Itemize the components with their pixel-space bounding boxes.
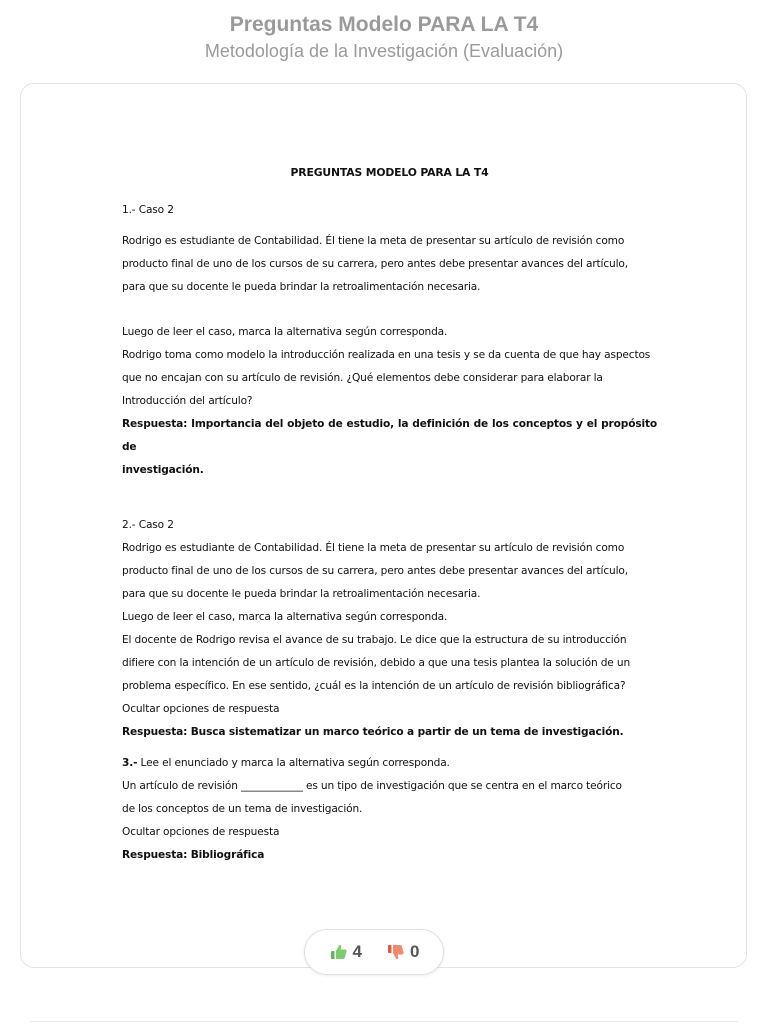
q3-answer: Respuesta: Bibliográfica bbox=[122, 849, 265, 861]
q2-hide-options: Ocultar opciones de respuesta bbox=[122, 703, 280, 715]
page-header bbox=[0, 0, 768, 63]
q2-question-line: difiere con la intención de un artículo de revisión, debido a que una tesis plantea la solución de un bbox=[122, 657, 631, 669]
page-title: Preguntas Modelo PARA LA T4 bbox=[229, 13, 539, 36]
dislike-button[interactable] bbox=[386, 942, 419, 962]
q2-question-line: El docente de Rodrigo revisa el avance de su trabajo. Le dice que la estructura de su introducción bbox=[122, 634, 627, 646]
q1-question-line: Introducción del artículo? bbox=[122, 395, 253, 407]
q1-answer-line: investigación. bbox=[122, 464, 204, 476]
q1-answer-line: Respuesta: Importancia del objeto de estudio, la definición de los conceptos y el propósito de bbox=[122, 418, 657, 453]
q1-instruction: Luego de leer el caso, marca la alternativa según corresponda. bbox=[122, 326, 448, 338]
like-button[interactable] bbox=[329, 942, 362, 962]
q2-instruction: Luego de leer el caso, marca la alternativa según corresponda. bbox=[122, 611, 448, 623]
q2-case-line: producto final de uno de los cursos de su carrera, pero antes debe presentar avances del artículo, bbox=[122, 565, 628, 577]
document-content bbox=[122, 165, 657, 867]
q1-case-line: producto final de uno de los cursos de su carrera, pero antes debe presentar avances del artículo, bbox=[122, 258, 628, 270]
page-subtitle: Metodología de la Investigación (Evaluación) bbox=[204, 41, 564, 61]
q2-case-line: para que su docente le pueda brindar la retroalimentación necesaria. bbox=[122, 588, 481, 600]
q3-hide-options: Ocultar opciones de respuesta bbox=[122, 826, 280, 838]
q2-answer: Respuesta: Busca sistematizar un marco teórico a partir de un tema de investigación. bbox=[122, 726, 624, 738]
thumbs-up-icon bbox=[329, 942, 349, 962]
q1-question-line: que no encajan con su artículo de revisión. ¿Qué elementos debe considerar para elaborar la bbox=[122, 372, 603, 384]
dislike-count: 0 bbox=[410, 942, 420, 961]
document-heading: PREGUNTAS MODELO PARA LA T4 bbox=[290, 166, 489, 179]
q1-case-line: para que su docente le pueda brindar la retroalimentación necesaria. bbox=[122, 281, 481, 293]
q3-number: 3.- bbox=[122, 757, 138, 769]
vote-bar bbox=[304, 929, 444, 975]
q3-statement-line: Un artículo de revisión ____________ es un tipo de investigación que se centra en el marco teórico bbox=[122, 780, 622, 792]
q1-case-line: Rodrigo es estudiante de Contabilidad. Él tiene la meta de presentar su artículo de revisión como bbox=[122, 235, 625, 247]
q2-case-line: Rodrigo es estudiante de Contabilidad. Él tiene la meta de presentar su artículo de revisión como bbox=[122, 542, 625, 554]
q1-question-line: Rodrigo toma como modelo la introducción realizada en una tesis y se da cuenta de que hay aspectos bbox=[122, 349, 651, 361]
footer-divider bbox=[30, 1021, 738, 1022]
q2-question-line: problema específico. En ese sentido, ¿cuál es la intención de un artículo de revisión bibliográfica? bbox=[122, 680, 626, 692]
q3-statement-line: de los conceptos de un tema de investigación. bbox=[122, 803, 363, 815]
thumbs-down-icon bbox=[386, 942, 406, 962]
q3-prompt-text: Lee el enunciado y marca la alternativa según corresponda. bbox=[137, 757, 450, 769]
q2-label: 2.- Caso 2 bbox=[122, 519, 174, 531]
like-count: 4 bbox=[352, 942, 362, 961]
q1-label: 1.- Caso 2 bbox=[122, 204, 174, 216]
q3-prompt bbox=[122, 752, 657, 775]
